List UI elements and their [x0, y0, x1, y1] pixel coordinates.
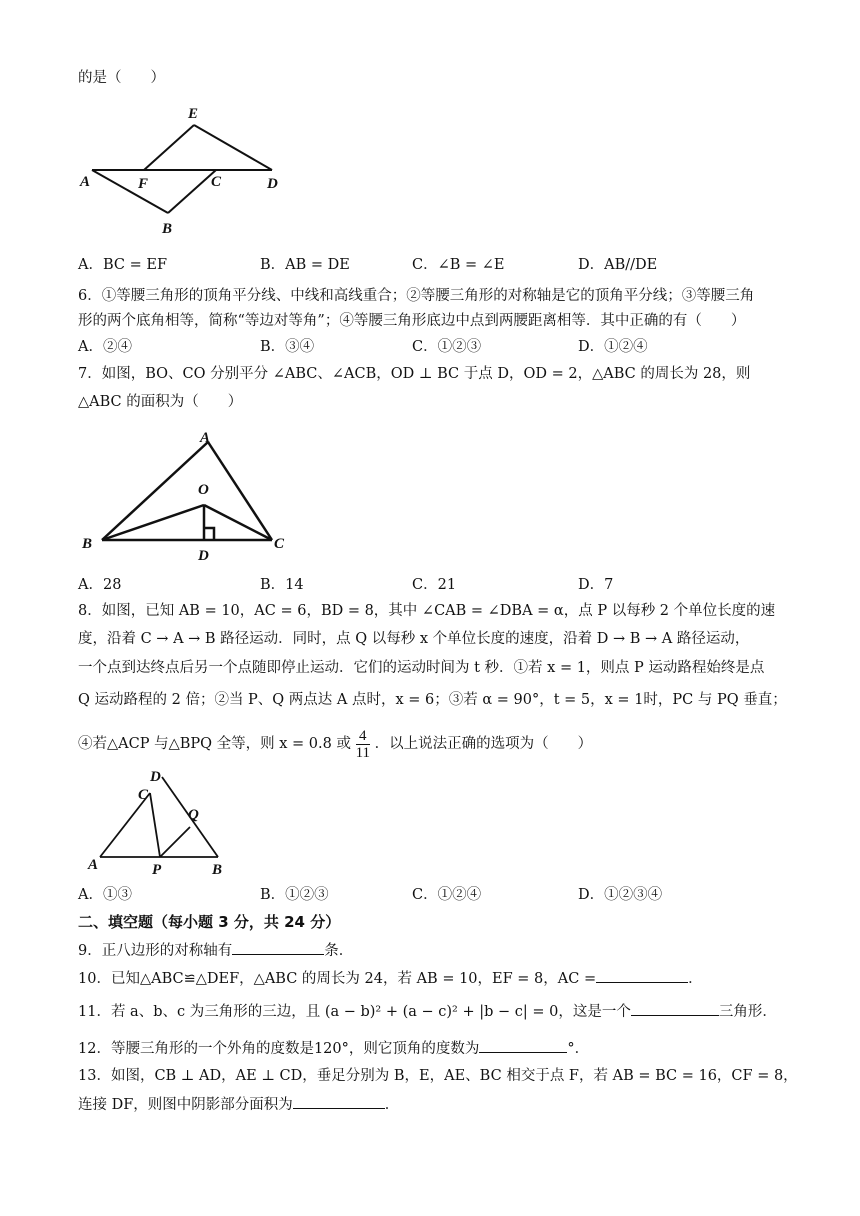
q12-answer-blank[interactable] — [479, 1038, 567, 1053]
q8-stem-line2: 度，沿着 C → A → B 路径运动．同时，点 Q 以每秒 x 个单位长度的速度，沿着 D → B → A 路径运动， — [78, 631, 750, 647]
q7-option-c[interactable]: C．21 — [412, 577, 457, 593]
q10-answer-blank[interactable] — [596, 968, 688, 983]
q5-label-b: B — [162, 221, 173, 237]
q10-post: ． — [688, 971, 703, 987]
q9-question — [78, 940, 353, 961]
q6-option-b[interactable]: B．③④ — [260, 339, 315, 355]
q6-stem-line2: 形的两个底角相等，简称“等边对等角”；④等腰三角形底边中点到两腰距离相等．其中正确的有（ ） — [78, 313, 746, 329]
q7-stem-line1: 7．如图，BO、CO 分别平分 ∠ABC、∠ACB，OD ⊥ BC 于点 D，OD = 2，△ABC 的周长为 28，则 — [78, 366, 751, 382]
q11-post: 三角形． — [718, 1004, 777, 1020]
q7-option-b[interactable]: B．14 — [260, 577, 304, 593]
q7-label-d: D — [198, 548, 209, 564]
q8-line5-pre: ④若△ACP 与△BPQ 全等，则 x = 0.8 或 — [78, 736, 351, 752]
q5-figure — [76, 100, 296, 240]
q6-option-d[interactable]: D．①②④ — [578, 339, 648, 355]
q7-option-a[interactable]: A．28 — [78, 577, 122, 593]
q9-pre: 9．正八边形的对称轴有 — [78, 943, 233, 959]
q10-pre: 10．已知△ABC≌△DEF，△ABC 的周长为 24，若 AB = 10，EF = 8，AC = — [78, 971, 597, 987]
q13-line2-pre: 连接 DF，则图中阴影部分面积为 — [78, 1097, 293, 1113]
q7-label-a: A — [200, 430, 211, 446]
q13-stem-line2 — [78, 1094, 399, 1115]
q9-post: 条． — [324, 943, 354, 959]
q7-figure — [76, 420, 306, 570]
section-title: 二、填空题（每小题 3 分，共 24 分） — [78, 913, 341, 931]
q8-label-q: Q — [188, 807, 199, 823]
q6-option-c[interactable]: C．①②③ — [412, 339, 482, 355]
q5-label-c: C — [211, 174, 222, 190]
q13-line2-post: ． — [384, 1097, 400, 1113]
q5-label-f: F — [138, 176, 149, 192]
q12-post: °． — [567, 1041, 590, 1057]
q5-option-d[interactable]: D．AB//DE — [578, 257, 658, 273]
q5-option-a[interactable]: A．BC = EF — [78, 257, 168, 273]
q5-option-b[interactable]: B．AB = DE — [260, 257, 350, 273]
q8-label-d: D — [150, 769, 161, 785]
q8-stem-line3: 一个点到达终点后另一个点随即停止运动．它们的运动时间为 t 秒．①若 x = 1，则点 P 运动路程始终是点 — [78, 660, 765, 676]
q8-option-a[interactable]: A．①③ — [78, 887, 132, 903]
q5-label-e: E — [188, 106, 199, 122]
q8-stem-line1: 8．如图，已知 AB = 10，AC = 6，BD = 8，其中 ∠CAB = ∠DBA = α，点 P 以每秒 2 个单位长度的速 — [78, 603, 776, 619]
q5-stem-tail: 的是（ ） — [78, 70, 165, 86]
q8-label-p: P — [152, 862, 162, 878]
q11-question — [78, 1001, 777, 1022]
q8-label-a: A — [88, 857, 99, 873]
q6-stem-line1: 6．①等腰三角形的顶角平分线、中线和高线重合；②等腰三角形的对称轴是它的顶角平分线；③等腰三角 — [78, 288, 755, 304]
q7-option-d[interactable]: D．7 — [578, 577, 614, 593]
q8-label-b: B — [212, 862, 223, 878]
q5-label-a: A — [80, 174, 91, 190]
q8-option-c[interactable]: C．①②④ — [412, 887, 482, 903]
q8-option-d[interactable]: D．①②③④ — [578, 887, 663, 903]
q13-answer-blank[interactable] — [293, 1094, 385, 1109]
q8-line5-post: ．以上说法正确的选项为（ ） — [374, 736, 593, 752]
q12-pre: 12．等腰三角形的一个外角的度数是120°，则它顶角的度数为 — [78, 1041, 480, 1057]
q13-stem-line1: 13．如图，CB ⊥ AD，AE ⊥ CD，垂足分别为 B，E，AE、BC 相交于点 F，若 AB = BC = 16，CF = 8， — [78, 1068, 798, 1084]
q7-label-b: B — [82, 536, 93, 552]
q8-option-b[interactable]: B．①②③ — [260, 887, 329, 903]
q6-option-a[interactable]: A．②④ — [78, 339, 132, 355]
q11-pre: 11．若 a、b、c 为三角形的三边，且 (a − b)² + (a − c)² + |b − c| = 0，这是一个 — [78, 1004, 631, 1020]
q8-label-c: C — [138, 787, 149, 803]
q5-label-d: D — [267, 176, 278, 192]
q10-question — [78, 968, 703, 989]
q8-stem-line5 — [78, 724, 592, 764]
q11-answer-blank[interactable] — [631, 1001, 719, 1016]
q12-question — [78, 1038, 589, 1059]
q8-figure — [86, 765, 246, 880]
q8-stem-line4: Q 运动路程的 2 倍；②当 P、Q 两点达 A 点时，x = 6；③若 α = 90°，t = 5，x = 1时，PC 与 PQ 垂直； — [78, 692, 787, 708]
q8-fraction-numerator: 4 — [356, 728, 370, 745]
q7-label-o: O — [198, 482, 209, 498]
q7-label-c: C — [274, 536, 285, 552]
q9-answer-blank[interactable] — [232, 940, 324, 955]
q8-fraction-denominator: 11 — [355, 744, 371, 761]
q8-fraction — [356, 728, 370, 761]
q5-option-c[interactable]: C．∠B = ∠E — [412, 257, 505, 273]
q7-stem-line2: △ABC 的面积为（ ） — [78, 394, 243, 410]
